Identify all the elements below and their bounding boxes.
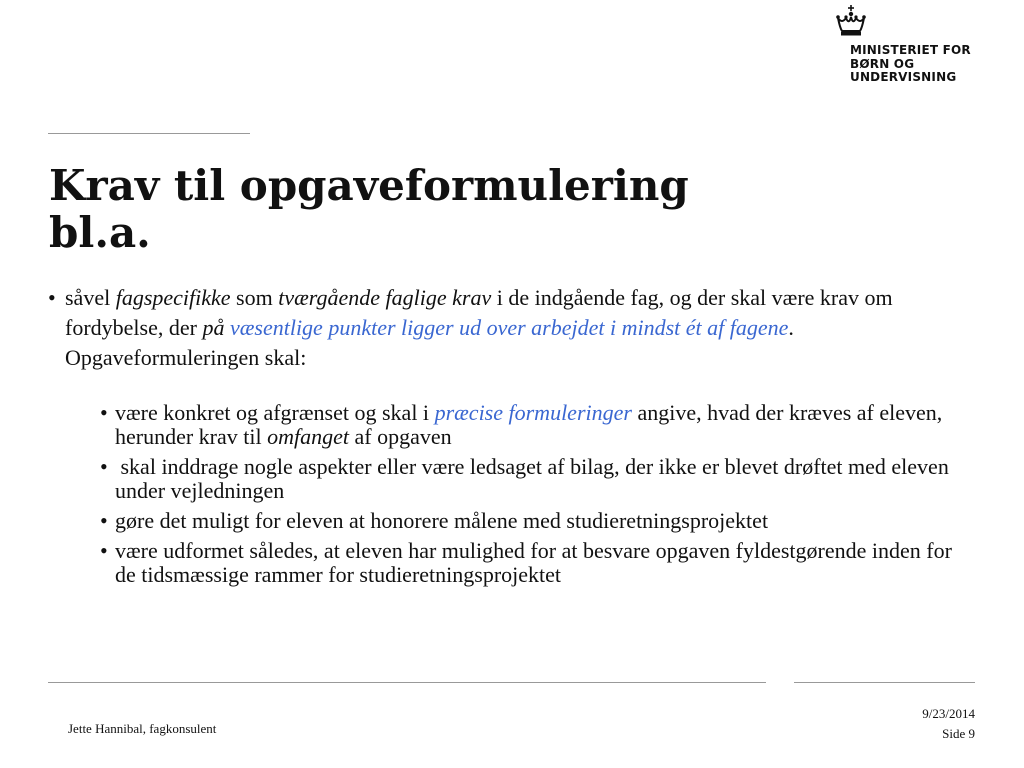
requirement-text: skal inddrage nogle aspekter eller være ledsaget af bilag, der ikke er blevet drøftet med eleven under vejledningen bbox=[115, 454, 955, 503]
ministry-name-line: UNDERVISNING bbox=[850, 70, 957, 84]
requirement-text: af opgaven bbox=[349, 424, 452, 449]
slide-title bbox=[49, 162, 949, 256]
slide-title-line: Krav til opgaveformulering bbox=[49, 161, 689, 210]
bullet-icon: • bbox=[100, 454, 108, 479]
footer-divider bbox=[48, 682, 766, 683]
ministry-logo bbox=[834, 4, 994, 84]
requirement-item bbox=[100, 401, 968, 449]
page-number: Side 9 bbox=[942, 726, 975, 741]
requirement-item bbox=[100, 455, 968, 503]
requirement-text: være konkret og afgrænset og skal i bbox=[115, 400, 435, 425]
bullet-icon: • bbox=[100, 400, 108, 425]
slide-body bbox=[48, 283, 968, 593]
lead-text: i de indgående fag, og der skal være krav om fordybelse, der bbox=[65, 285, 893, 340]
requirement-text: være udformet således, at eleven har mulighed for at besvare opgaven fyldestgørende inden for de tidsmæssige rammer for studieretningsprojektet bbox=[115, 538, 952, 587]
requirement-highlight: præcise formuleringer bbox=[434, 400, 632, 425]
footer-date: 9/23/2014 bbox=[922, 706, 975, 721]
footer-author: Jette Hannibal, fagkonsulent bbox=[68, 721, 217, 736]
lead-highlight: væsentlige punkter ligger ud over arbejdet i mindst ét af fagene bbox=[229, 315, 789, 340]
requirement-emphasis: omfanget bbox=[267, 424, 349, 449]
lead-text: som bbox=[230, 285, 279, 310]
footer-divider bbox=[794, 682, 975, 683]
requirement-text: gøre det muligt for eleven at honorere målene med studieretningsprojektet bbox=[115, 508, 769, 533]
bullet-icon: • bbox=[100, 538, 108, 563]
ministry-name bbox=[850, 44, 1000, 85]
requirement-item bbox=[100, 539, 968, 587]
lead-text: . Opgaveformuleringen skal: bbox=[65, 315, 794, 370]
requirement-item bbox=[100, 509, 968, 533]
royal-crown-icon bbox=[834, 4, 868, 38]
requirement-text: angive, hvad der kræves af eleven, herunder krav til bbox=[115, 400, 943, 449]
ministry-name-line: MINISTERIET FOR bbox=[850, 43, 971, 57]
lead-emphasis: på bbox=[202, 315, 225, 340]
lead-text: såvel bbox=[65, 285, 116, 310]
ministry-name-line: BØRN OG bbox=[850, 56, 915, 71]
title-divider bbox=[48, 133, 250, 134]
lead-bullet bbox=[48, 283, 935, 373]
slide-title-line: bl.a. bbox=[49, 208, 151, 257]
lead-emphasis: fagspecifikke bbox=[115, 285, 231, 310]
bullet-icon: • bbox=[48, 285, 56, 310]
lead-emphasis: tværgående faglige krav bbox=[278, 285, 492, 310]
bullet-icon: • bbox=[100, 508, 108, 533]
requirement-list bbox=[48, 401, 968, 587]
